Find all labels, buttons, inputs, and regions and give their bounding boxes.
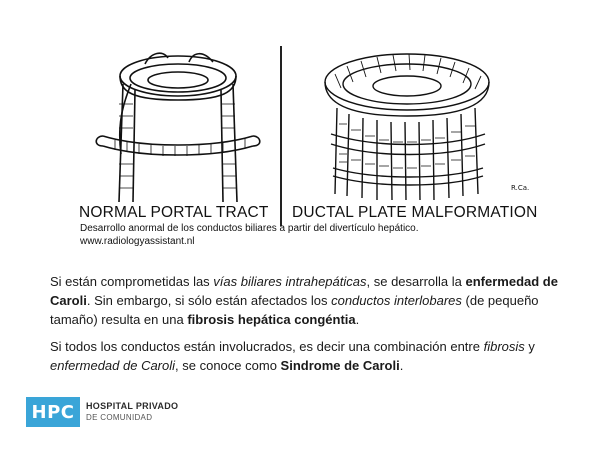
figure (73, 44, 538, 242)
hospital-logo (26, 397, 178, 427)
figure-caption (80, 222, 419, 248)
illustrator-signature: R.Ca. (511, 184, 530, 192)
normal-portal-tract-illustration (73, 44, 278, 202)
text-run: . Sin embargo, si sólo están afectados los (86, 293, 332, 308)
text-run: . (355, 312, 360, 327)
text-run: Si están comprometidas las (50, 274, 214, 289)
text-italic: fibrosis (483, 339, 525, 354)
text-italic: conductos interlobares (331, 293, 462, 308)
text-italic: vías biliares intrahepáticas (213, 274, 367, 289)
caption-text: Desarrollo anormal de los conductos biliares a partir del divertículo hepático. (80, 223, 419, 234)
logo-line-2: DE COMUNIDAD (86, 413, 153, 422)
text-bold: Sindrome de Caroli (280, 358, 400, 373)
paragraph-caroli-syndrome (50, 337, 560, 375)
text-run: y (524, 339, 535, 354)
hpc-logo-mark: HPC (26, 397, 80, 427)
text-bold: fibrosis hepática congéntia (187, 312, 356, 327)
figure-divider (280, 46, 282, 226)
text-italic: enfermedad de Caroli (50, 358, 176, 373)
ductal-plate-malformation-label: DUCTAL PLATE MALFORMATION (292, 204, 538, 221)
text-bold: enfermedad de Caroli (50, 274, 558, 308)
text-run: (de pequeño tamaño) resulta en una (50, 293, 539, 327)
text-run: , se conoce como (175, 358, 281, 373)
normal-portal-tract-label: NORMAL PORTAL TRACT (79, 204, 269, 221)
paragraph-caroli-disease (50, 272, 560, 329)
text-run: . (399, 358, 404, 373)
logo-line-1: HOSPITAL PRIVADO (86, 401, 179, 411)
caption-source-link[interactable]: www.radiologyassistant.nl (80, 236, 195, 247)
ductal-plate-malformation-illustration (285, 44, 530, 202)
text-run: , se desarrolla la (366, 274, 466, 289)
text-run: Si todos los conductos están involucrados, es decir una combinación entre (50, 339, 484, 354)
logo-text (86, 401, 178, 423)
